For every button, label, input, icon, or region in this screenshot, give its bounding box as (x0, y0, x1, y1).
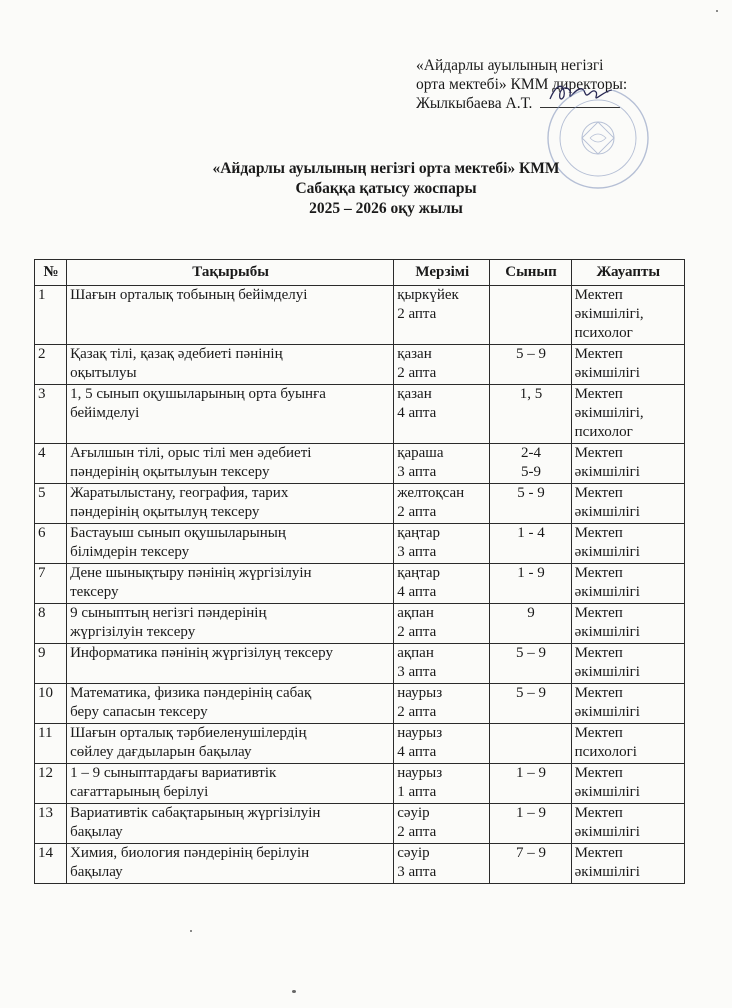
table-row (35, 444, 685, 484)
cell-topic-line: бақылау (70, 824, 123, 840)
cell-topic-line: 1, 5 сынып оқушыларының орта буынға (70, 386, 326, 402)
cell-resp (571, 444, 684, 484)
cell-topic (67, 345, 394, 385)
cell-num: 6 (35, 524, 67, 564)
cell-topic-line: 1 – 9 сыныптардағы вариативтік (70, 765, 277, 781)
document-heading (0, 159, 732, 219)
cell-term-line: 2 апта (397, 306, 437, 322)
header-num: № (35, 260, 67, 286)
cell-resp (571, 286, 684, 345)
cell-term-line: 3 апта (397, 544, 437, 560)
cell-term-line: наурыз (397, 765, 443, 781)
plan-title: Сабаққа қатысу жоспары (295, 180, 477, 197)
cell-resp-line: әкімшілігі (574, 864, 640, 880)
cell-topic (67, 564, 394, 604)
table-row (35, 345, 685, 385)
cell-topic-line: Информатика пәнінің жүргізілуң тексеру (70, 645, 333, 661)
cell-term (394, 804, 490, 844)
cell-resp-line: Мектеп (574, 287, 623, 303)
cell-grade (490, 484, 571, 524)
cell-num: 9 (35, 644, 67, 684)
table-row (35, 564, 685, 604)
cell-grade-line: 1 - 9 (517, 565, 545, 581)
cell-topic-line: Вариативтік сабақтарының жүргізілуін (70, 805, 321, 821)
cell-term-line: сәуір (397, 805, 430, 821)
cell-resp-line: психолог (574, 325, 633, 341)
cell-topic (67, 764, 394, 804)
cell-topic-line: Шағын орталық тәрбиеленушілердің (70, 725, 307, 741)
cell-resp-line: әкімшілігі, (574, 405, 644, 421)
cell-grade-line: 5 – 9 (516, 346, 547, 362)
cell-resp (571, 804, 684, 844)
cell-topic-line: Математика, физика пәндерінің сабақ (70, 685, 312, 701)
cell-grade-line: 7 – 9 (516, 845, 547, 861)
cell-grade (490, 524, 571, 564)
cell-grade-line: 1 – 9 (516, 805, 547, 821)
header-resp: Жауапты (571, 260, 684, 286)
cell-term-line: желтоқсан (397, 485, 465, 501)
cell-topic-line: бейімделуі (70, 405, 140, 421)
cell-term-line: 3 апта (397, 664, 437, 680)
cell-num: 5 (35, 484, 67, 524)
cell-grade (490, 286, 571, 345)
cell-term-line: 2 апта (397, 624, 437, 640)
cell-resp-line: әкімшілігі (574, 584, 640, 600)
cell-resp (571, 644, 684, 684)
cell-topic-line: пәндерінің оқытылуын тексеру (70, 464, 270, 480)
scan-speck (716, 10, 718, 12)
cell-topic (67, 644, 394, 684)
cell-topic-line: Бастауыш сынып оқушыларының (70, 525, 286, 541)
cell-term-line: қазан (397, 346, 432, 362)
cell-grade (490, 444, 571, 484)
cell-term (394, 564, 490, 604)
cell-resp (571, 764, 684, 804)
cell-topic (67, 844, 394, 884)
cell-grade-line: 9 (527, 605, 535, 621)
cell-topic-line: жүргізілуін тексеру (70, 624, 196, 640)
cell-grade-line: 1 - 4 (517, 525, 545, 541)
cell-resp-line: әкімшілігі (574, 365, 640, 381)
cell-resp-line: Мектеп (574, 685, 623, 701)
cell-resp-line: Мектеп (574, 645, 623, 661)
cell-resp-line: әкімшілігі, (574, 306, 644, 322)
cell-topic-line: бақылау (70, 864, 123, 880)
cell-topic-line: беру сапасын тексеру (70, 704, 208, 720)
visit-plan-table (34, 259, 685, 884)
cell-grade (490, 564, 571, 604)
cell-term-line: наурыз (397, 725, 443, 741)
table-row (35, 684, 685, 724)
cell-resp-line: әкімшілігі (574, 624, 640, 640)
cell-term (394, 524, 490, 564)
academic-year: 2025 – 2026 оқу жылы (309, 200, 463, 217)
cell-topic-line: Дене шынықтыру пәнінің жүргізілуін (70, 565, 312, 581)
table-header-row (35, 260, 685, 286)
cell-term-line: қараша (397, 445, 444, 461)
cell-num: 7 (35, 564, 67, 604)
cell-topic (67, 604, 394, 644)
cell-grade-line: 5 – 9 (516, 645, 547, 661)
cell-topic (67, 724, 394, 764)
cell-num: 11 (35, 724, 67, 764)
cell-resp-line: әкімшілігі (574, 784, 640, 800)
table-body (35, 286, 685, 884)
table-row (35, 844, 685, 884)
cell-grade-line: 1 – 9 (516, 765, 547, 781)
cell-num: 8 (35, 604, 67, 644)
cell-resp-line: Мектеп (574, 485, 623, 501)
cell-topic-line: Шағын орталық тобының бейімделуі (70, 287, 308, 303)
cell-resp-line: Мектеп (574, 805, 623, 821)
cell-term (394, 345, 490, 385)
cell-term-line: 3 апта (397, 864, 437, 880)
cell-topic (67, 684, 394, 724)
cell-resp-line: әкімшілігі (574, 544, 640, 560)
cell-term-line: сәуір (397, 845, 430, 861)
cell-resp-line: әкімшілігі (574, 464, 640, 480)
cell-resp (571, 684, 684, 724)
cell-resp (571, 604, 684, 644)
cell-resp-line: Мектеп (574, 346, 623, 362)
table-row (35, 484, 685, 524)
cell-resp-line: Мектеп (574, 765, 623, 781)
cell-term-line: қазан (397, 386, 432, 402)
cell-num: 4 (35, 444, 67, 484)
cell-resp (571, 844, 684, 884)
cell-term-line: ақпан (397, 605, 434, 621)
cell-term-line: 2 апта (397, 504, 437, 520)
school-name: «Айдарлы ауылының негізгі орта мектебі» КММ (212, 160, 560, 177)
cell-topic-line: Ағылшын тілі, орыс тілі мен әдебиеті (70, 445, 312, 461)
cell-topic-line: оқытылуы (70, 365, 137, 381)
cell-term-line: 3 апта (397, 464, 437, 480)
cell-grade-line: 5 - 9 (517, 485, 545, 501)
cell-resp-line: Мектеп (574, 386, 623, 402)
cell-term-line: наурыз (397, 685, 443, 701)
table-row (35, 385, 685, 444)
cell-term (394, 844, 490, 884)
cell-num: 2 (35, 345, 67, 385)
cell-resp-line: психологі (574, 744, 637, 760)
cell-resp (571, 345, 684, 385)
cell-topic (67, 804, 394, 844)
cell-resp (571, 484, 684, 524)
cell-grade (490, 844, 571, 884)
cell-term-line: 2 апта (397, 824, 437, 840)
cell-term (394, 724, 490, 764)
cell-resp-line: әкімшілігі (574, 824, 640, 840)
header-topic: Тақырыбы (67, 260, 394, 286)
cell-term (394, 684, 490, 724)
cell-topic-line: Химия, биология пәндерінің берілуін (70, 845, 310, 861)
cell-term (394, 484, 490, 524)
director-name: Жылкыбаева А.Т. (416, 95, 533, 112)
cell-term-line: 4 апта (397, 744, 437, 760)
cell-resp (571, 524, 684, 564)
header-term: Мерзімі (394, 260, 490, 286)
cell-term (394, 286, 490, 345)
cell-topic (67, 286, 394, 345)
cell-term (394, 764, 490, 804)
cell-num: 3 (35, 385, 67, 444)
cell-grade (490, 604, 571, 644)
cell-num: 1 (35, 286, 67, 345)
approval-line-1: «Айдарлы ауылының негізгі (416, 57, 604, 74)
header-grade: Сынып (490, 260, 571, 286)
cell-num: 13 (35, 804, 67, 844)
cell-topic (67, 444, 394, 484)
cell-term (394, 644, 490, 684)
cell-term (394, 444, 490, 484)
cell-topic-line: білімдерін тексеру (70, 544, 190, 560)
approval-line-2: орта мектебі» КММ директоры: (416, 76, 628, 93)
cell-topic (67, 524, 394, 564)
cell-topic-line: тексеру (70, 584, 119, 600)
cell-grade (490, 684, 571, 724)
cell-grade (490, 764, 571, 804)
cell-topic (67, 385, 394, 444)
table-row (35, 764, 685, 804)
cell-resp-line: Мектеп (574, 605, 623, 621)
cell-resp-line: психолог (574, 424, 633, 440)
cell-topic-line: 9 сыныптың негізгі пәндерінің (70, 605, 267, 621)
cell-topic-line: сөйлеу дағдыларын бақылау (70, 744, 252, 760)
cell-term-line: қаңтар (397, 525, 441, 541)
cell-resp (571, 385, 684, 444)
cell-resp-line: әкімшілігі (574, 664, 640, 680)
scan-speck (292, 990, 296, 993)
cell-resp-line: әкімшілігі (574, 504, 640, 520)
cell-resp-line: Мектеп (574, 565, 623, 581)
cell-resp-line: әкімшілігі (574, 704, 640, 720)
cell-term-line: 1 апта (397, 784, 437, 800)
cell-resp-line: Мектеп (574, 525, 623, 541)
cell-num: 12 (35, 764, 67, 804)
cell-grade-line: 5 – 9 (516, 685, 547, 701)
cell-grade-line: 1, 5 (519, 386, 543, 402)
cell-grade (490, 385, 571, 444)
cell-term-line: 2 апта (397, 365, 437, 381)
cell-grade (490, 804, 571, 844)
cell-grade (490, 724, 571, 764)
cell-term-line: қыркүйек (397, 287, 459, 303)
cell-term (394, 385, 490, 444)
cell-resp-line: Мектеп (574, 725, 623, 741)
cell-topic-line: пәндерінің оқытылуң тексеру (70, 504, 260, 520)
cell-grade-line: 5-9 (521, 464, 542, 480)
cell-topic (67, 484, 394, 524)
cell-num: 14 (35, 844, 67, 884)
cell-resp-line: Мектеп (574, 445, 623, 461)
cell-term-line: 4 апта (397, 405, 437, 421)
cell-grade-line: 2-4 (521, 445, 542, 461)
table-row (35, 286, 685, 345)
cell-num: 10 (35, 684, 67, 724)
scan-speck (190, 930, 192, 932)
cell-topic-line: сағаттарының берілуі (70, 784, 209, 800)
cell-term-line: ақпан (397, 645, 434, 661)
cell-term-line: 4 апта (397, 584, 437, 600)
cell-term-line: қаңтар (397, 565, 441, 581)
cell-resp (571, 724, 684, 764)
table-row (35, 644, 685, 684)
table-row (35, 604, 685, 644)
cell-resp-line: Мектеп (574, 845, 623, 861)
cell-grade (490, 644, 571, 684)
table-row (35, 524, 685, 564)
cell-grade (490, 345, 571, 385)
table-row (35, 804, 685, 844)
table-row (35, 724, 685, 764)
cell-resp (571, 564, 684, 604)
cell-topic-line: Жаратылыстану, география, тарих (70, 485, 289, 501)
cell-term-line: 2 апта (397, 704, 437, 720)
cell-term (394, 604, 490, 644)
cell-topic-line: Қазақ тілі, қазақ әдебиеті пәнінің (70, 346, 283, 362)
